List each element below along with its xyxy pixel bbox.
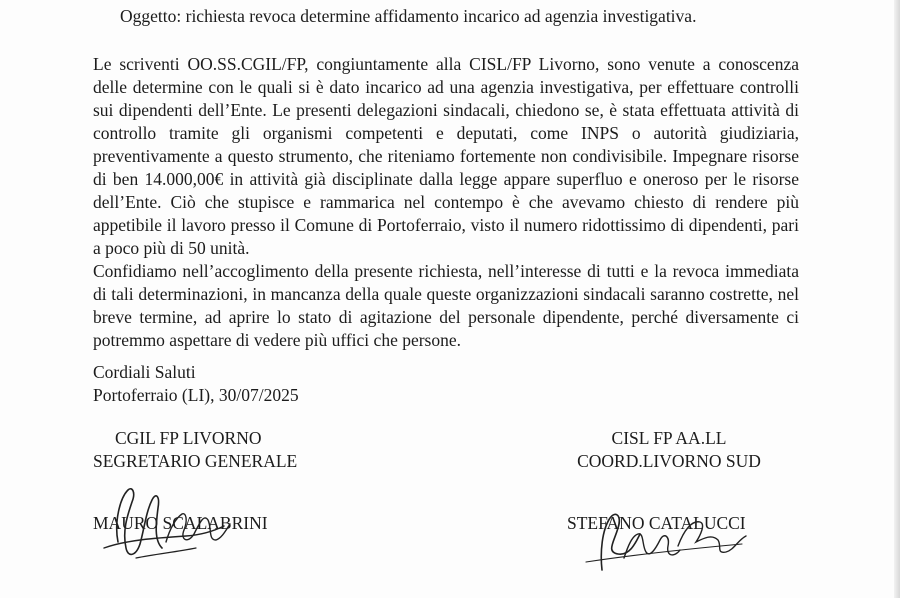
body-paragraph-2: Confidiamo nell’accoglimento della presente richiesta, nell’interesse di tutti e la revoca immediata di tali determinazioni, in mancanza della quale queste organizzazioni sindacali saranno costrette, nel breve termine, ad aprire lo stato di agitazione del personale dipendente, perché diversamente ci potremmo aspettare di vedere più uffici che persone. xyxy=(93,261,799,350)
body-paragraph-1: Le scriventi OO.SS.CGIL/FP, congiuntamente alla CISL/FP Livorno, sono venute a conoscenza delle determine con le quali si è dato incarico ad una agenzia investigativa, per effettuare controlli sui dipendenti dell’Ente. Le presenti delegazioni sindacali, chiedono se, è stata effettuata attività di controllo tramite gli organismi competenti e deputati, come INPS o autorità giudiziaria, preventivamente a questo strumento, che riteniamo fortemente non condivisibile. Impegnare risorse di ben 14.000,00€ in attività già disciplinate dalla legge appare superfluo e oneroso per le risorse dell’Ente. Ciò che stupisce e rammarica nel contempo è che avevamo chiesto di rendere più appetibile il lavoro presso il Comune di Portoferraio, visto il numero ridottissimo di dipendenti, pari a poco più di 50 unità. xyxy=(93,54,799,258)
signatory-right-role: COORD.LIVORNO SUD xyxy=(577,451,761,471)
signatory-left-name: MAURO SCALABRINI xyxy=(93,513,268,533)
signatory-right-name: STEFANO CATALUCCI xyxy=(567,513,746,533)
signatory-right-block xyxy=(569,427,769,473)
letter-subject: Oggetto: richiesta revoca determine affidamento incarico ad agenzia investigativa. xyxy=(120,6,697,26)
signatory-left-org: CGIL FP LIVORNO xyxy=(115,428,262,448)
page-edge-shadow xyxy=(894,0,900,598)
signatory-left-role: SEGRETARIO GENERALE xyxy=(93,451,298,471)
closing-salutation: Cordiali Saluti xyxy=(93,362,196,382)
letter-closing xyxy=(93,361,299,407)
signatory-right-org: CISL FP AA.LL xyxy=(611,428,727,448)
handwritten-signature-right xyxy=(566,500,766,580)
closing-place-date: Portoferraio (LI), 30/07/2025 xyxy=(93,385,299,405)
signatory-left-block xyxy=(93,427,297,473)
letter-body xyxy=(93,53,799,352)
